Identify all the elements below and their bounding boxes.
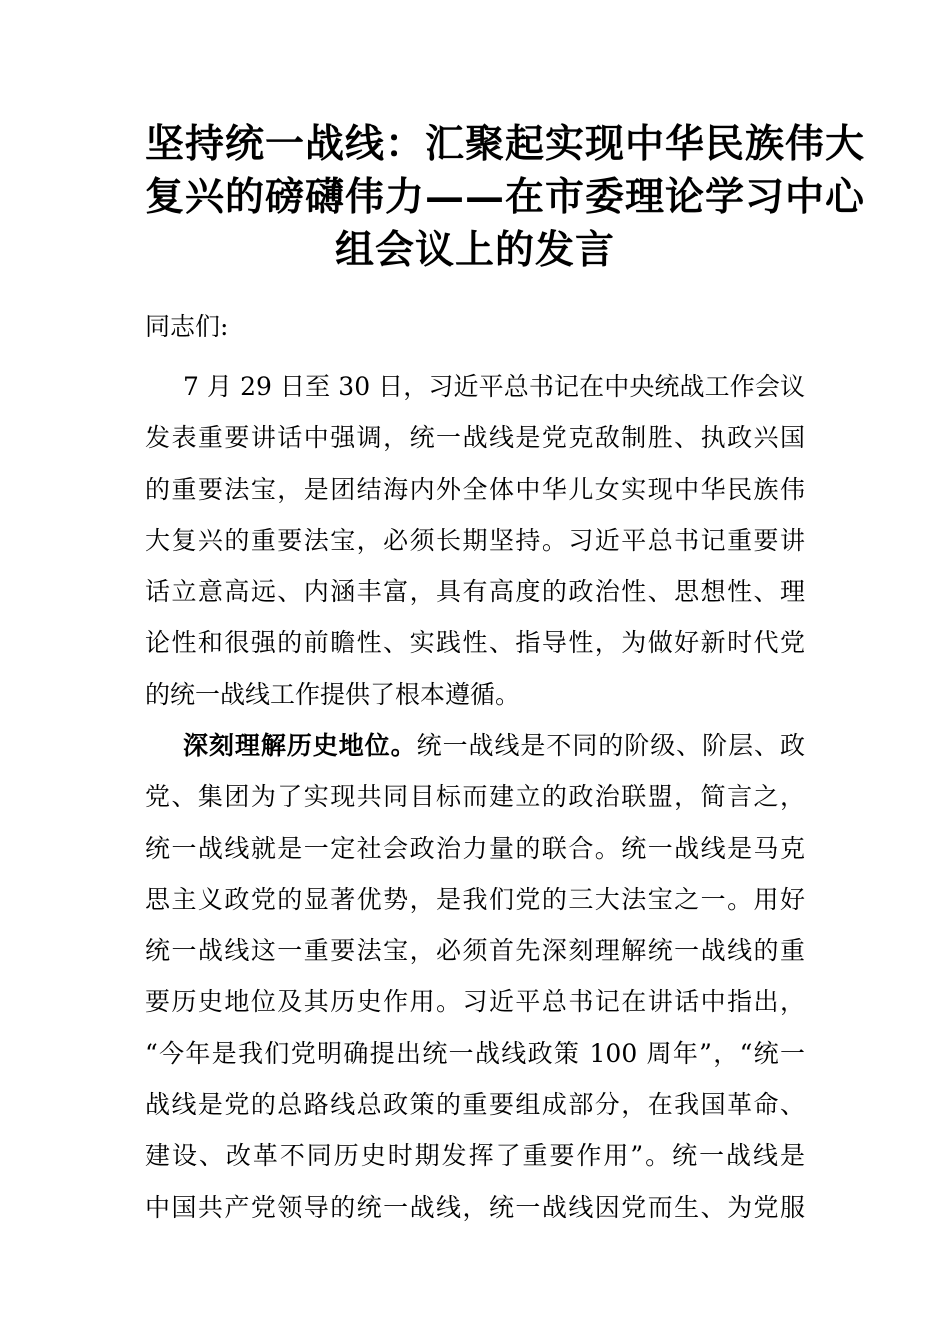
paragraph-line: 思主义政党的显著优势，是我们党的三大法宝之一。用好 [145, 884, 805, 914]
paragraph-line: 大复兴的重要法宝，必须长期坚持。习近平总书记重要讲 [145, 525, 805, 555]
paragraph-2 [145, 720, 805, 1233]
paragraph-line: “今年是我们党明确提出统一战线政策 100 周年”，“统一 [145, 1038, 805, 1068]
paragraph-line: 论性和很强的前瞻性、实践性、指导性，为做好新时代党 [145, 628, 805, 658]
paragraph-line: 战线是党的总路线总政策的重要组成部分，在我国革命、 [145, 1090, 805, 1120]
title-line: 组会议上的发言 [334, 227, 615, 273]
paragraph-line: 建设、改革不同历史时期发挥了重要作用”。统一战线是 [145, 1141, 805, 1171]
paragraph-line: 统一战线就是一定社会政治力量的联合。统一战线是马克 [145, 833, 805, 863]
paragraph-line: 党、集团为了实现共同目标而建立的政治联盟，简言之， [145, 782, 805, 812]
paragraph-line: 中国共产党领导的统一战线，统一战线因党而生、为党服 [145, 1192, 805, 1222]
document-title [145, 118, 866, 277]
paragraph-line: 要历史地位及其历史作用。习近平总书记在讲话中指出， [145, 987, 805, 1017]
paragraph-text: 统一战线是不同的阶级、阶层、政 [416, 731, 805, 760]
paragraph-line: 的重要法宝，是团结海内外全体中华儿女实现中华民族伟 [145, 474, 805, 504]
title-line: 坚持统一战线：汇聚起实现中华民族伟大 [145, 121, 866, 167]
title-line: 复兴的磅礴伟力——在市委理论学习中心 [145, 174, 866, 220]
paragraph-line: 7 月 29 日至 30 日，习近平总书记在中央统战工作会议 [183, 372, 805, 401]
section-heading: 深刻理解历史地位。 [183, 731, 417, 760]
paragraph-line: 的统一战线工作提供了根本遵循。 [145, 679, 521, 709]
paragraph-line: 发表重要讲话中强调，统一战线是党克敌制胜、执政兴国 [145, 423, 805, 453]
paragraph-line: 统一战线这一重要法宝，必须首先深刻理解统一战线的重 [145, 936, 805, 966]
paragraph-1 [145, 361, 805, 720]
greeting: 同志们: [145, 312, 229, 341]
paragraph-line-first [145, 720, 805, 771]
paragraph-line: 话立意高远、内涵丰富，具有高度的政治性、思想性、理 [145, 577, 805, 607]
